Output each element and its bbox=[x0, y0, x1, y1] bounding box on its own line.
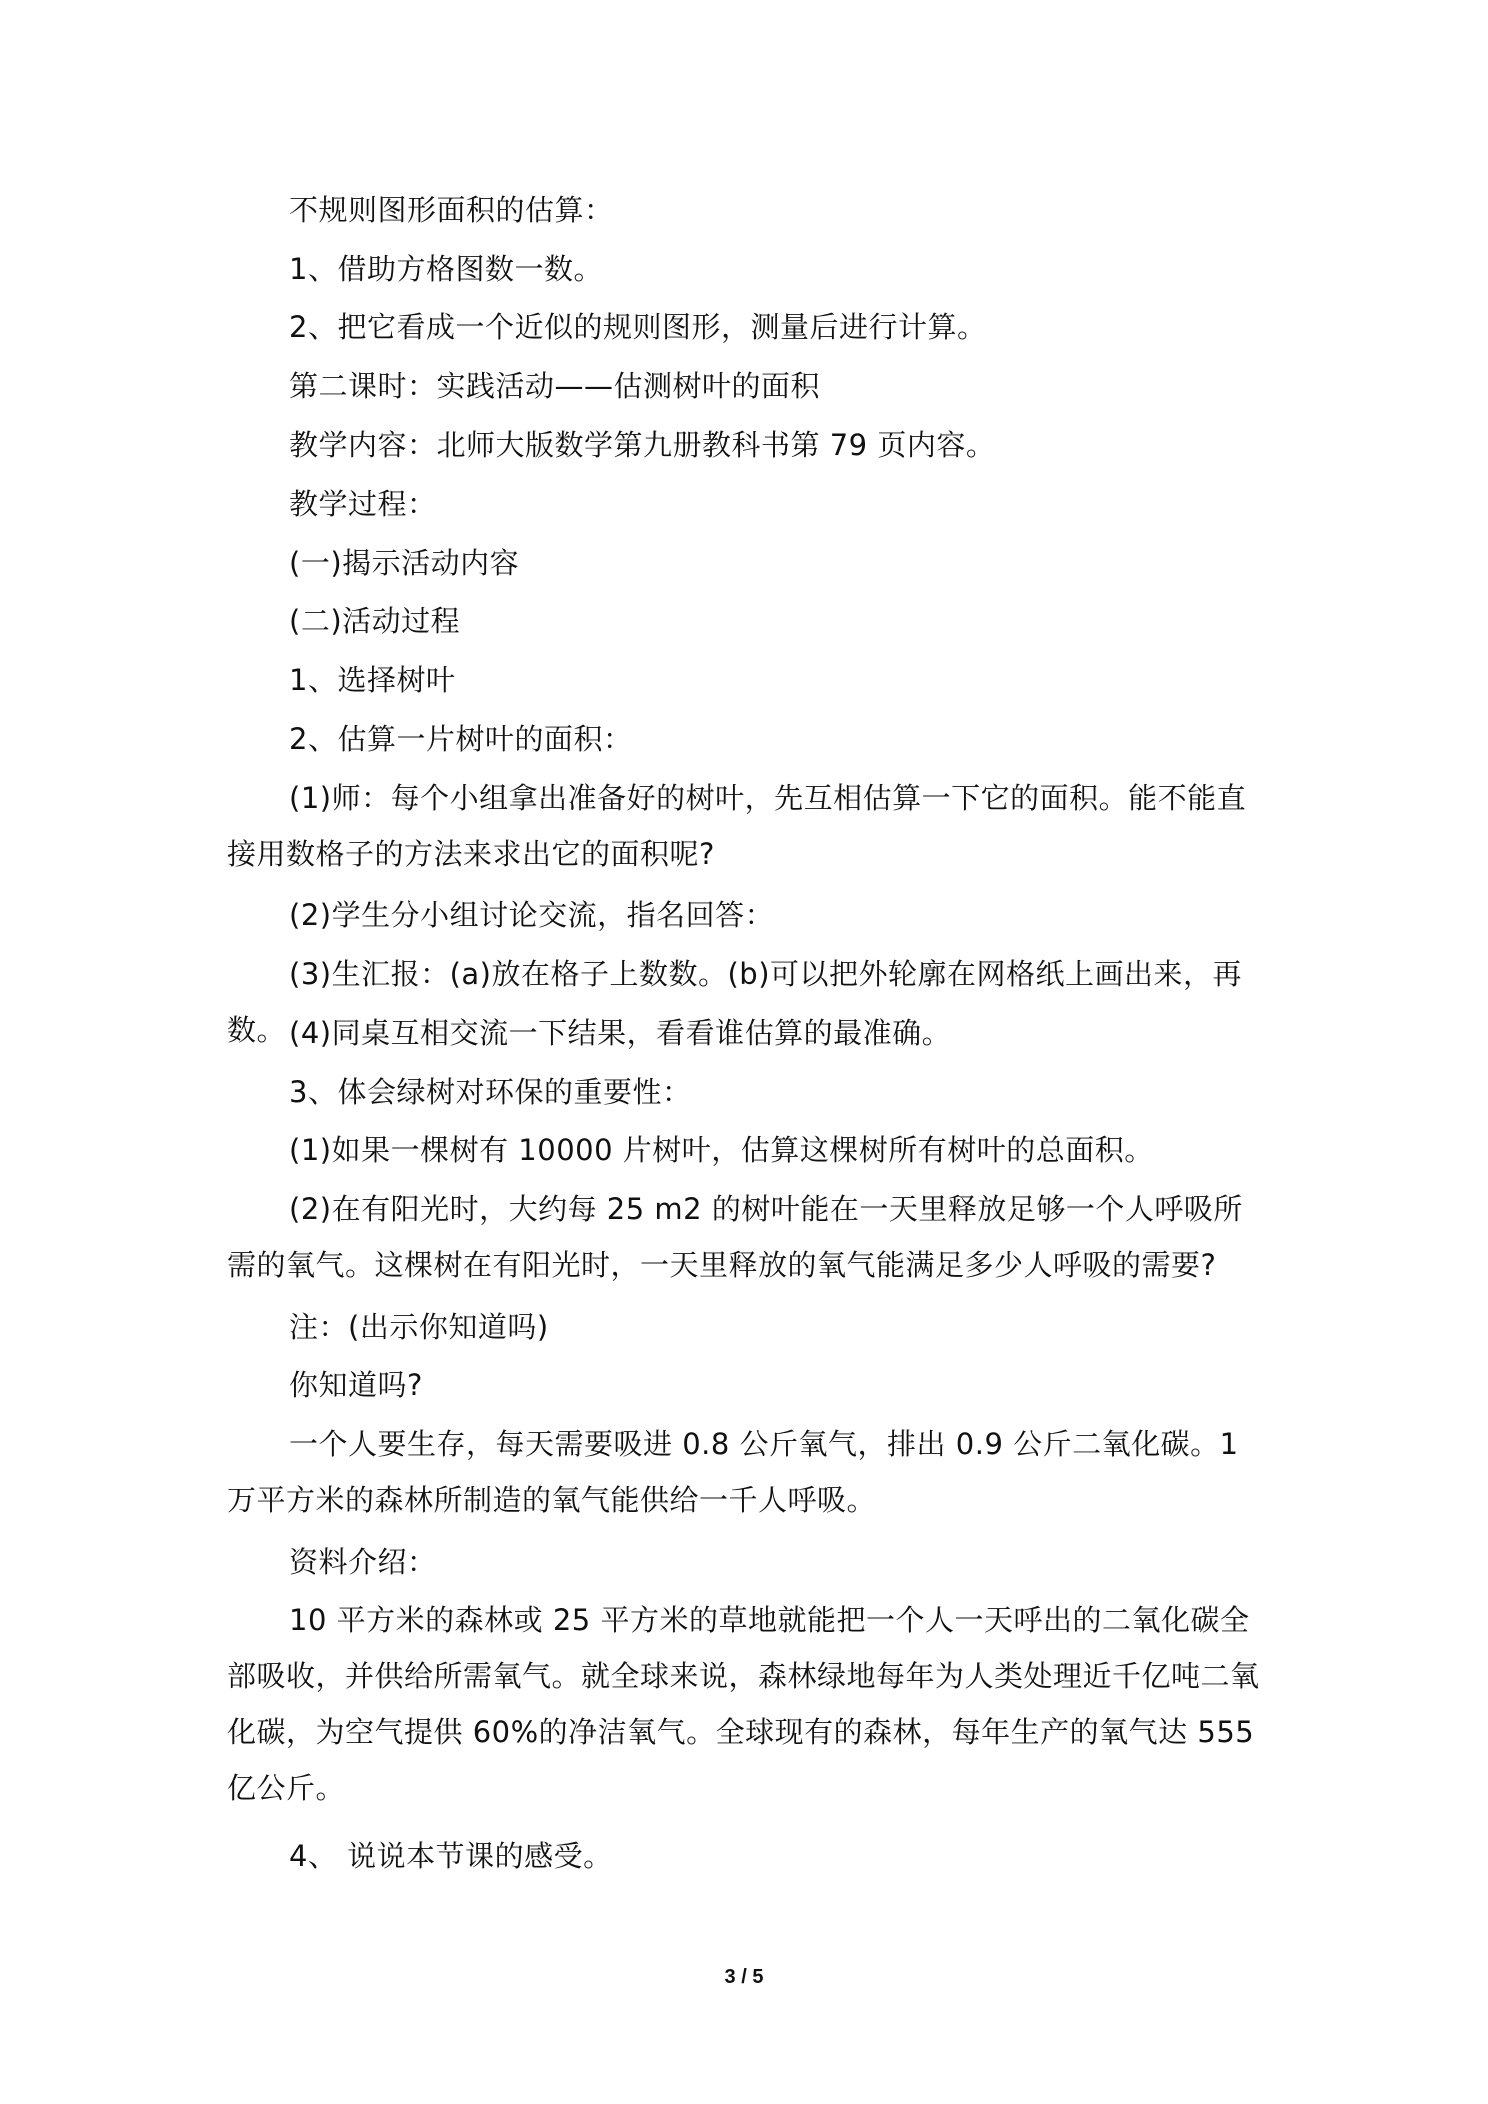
paragraph: 3、体会绿树对环保的重要性： bbox=[289, 1075, 692, 1109]
paragraph: 注：(出示你知道吗) bbox=[289, 1310, 549, 1344]
paragraph: (2)学生分小组讨论交流，指名回答： bbox=[289, 898, 775, 932]
paragraph: (1)师：每个小组拿出准备好的树叶，先互相估算一下它的面积。能不能直接用数格子的方法来求出它的面积呢? bbox=[227, 781, 1247, 871]
page-number: 3 / 5 bbox=[724, 1966, 764, 1988]
paragraph: 2、估算一片树叶的面积： bbox=[289, 722, 633, 756]
paragraph: (一)揭示活动内容 bbox=[289, 546, 520, 580]
paragraph: 一个人要生存，每天需要吸进 0.8 公斤氧气，排出 0.9 公斤二氧化碳。1 万平方米的森林所制造的氧气能供给一千人呼吸。 bbox=[227, 1427, 1239, 1517]
paragraph: 教学过程： bbox=[289, 487, 437, 521]
paragraph: 4、 说说本节课的感受。 bbox=[289, 1839, 613, 1873]
paragraph: 1、选择树叶 bbox=[289, 663, 456, 697]
paragraph: 2、把它看成一个近似的规则图形，测量后进行计算。 bbox=[289, 310, 987, 344]
paragraph: (1)如果一棵树有 10000 片树叶，估算这棵树所有树叶的总面积。 bbox=[289, 1133, 1154, 1167]
paragraph: 资料介绍： bbox=[289, 1545, 437, 1579]
paragraph: (4)同桌互相交流一下结果，看看谁估算的最准确。 bbox=[289, 1016, 952, 1050]
paragraph: 不规则图形面积的估算： bbox=[289, 193, 614, 227]
paragraph: 你知道吗? bbox=[289, 1368, 423, 1402]
section-heading: 第二课时：实践活动——估测树叶的面积 bbox=[289, 369, 821, 403]
paragraph: 1、借助方格图数一数。 bbox=[289, 252, 603, 286]
paragraph: (3)生汇报：(a)放在格子上数数。(b)可以把外轮廓在网格纸上画出来，再数。 bbox=[227, 957, 1243, 1047]
paragraph: (2)在有阳光时，大约每 25 m2 的树叶能在一天里释放足够一个人呼吸所需的氧气。这棵树在有阳光时，一天里释放的氧气能满足多少人呼吸的需要? bbox=[227, 1192, 1243, 1282]
paragraph: 教学内容：北师大版数学第九册教科书第 79 页内容。 bbox=[289, 428, 996, 462]
paragraph: (二)活动过程 bbox=[289, 604, 461, 638]
paragraph: 10 平方米的森林或 25 平方米的草地就能把一个人一天呼出的二氧化碳全部吸收，并供给所需氧气。就全球来说，森林绿地每年为人类处理近千亿吨二氧化碳，为空气提供 60%的净洁氧气。全球现有的森林，每年生产的氧气达 555 亿公斤。 bbox=[227, 1603, 1260, 1805]
